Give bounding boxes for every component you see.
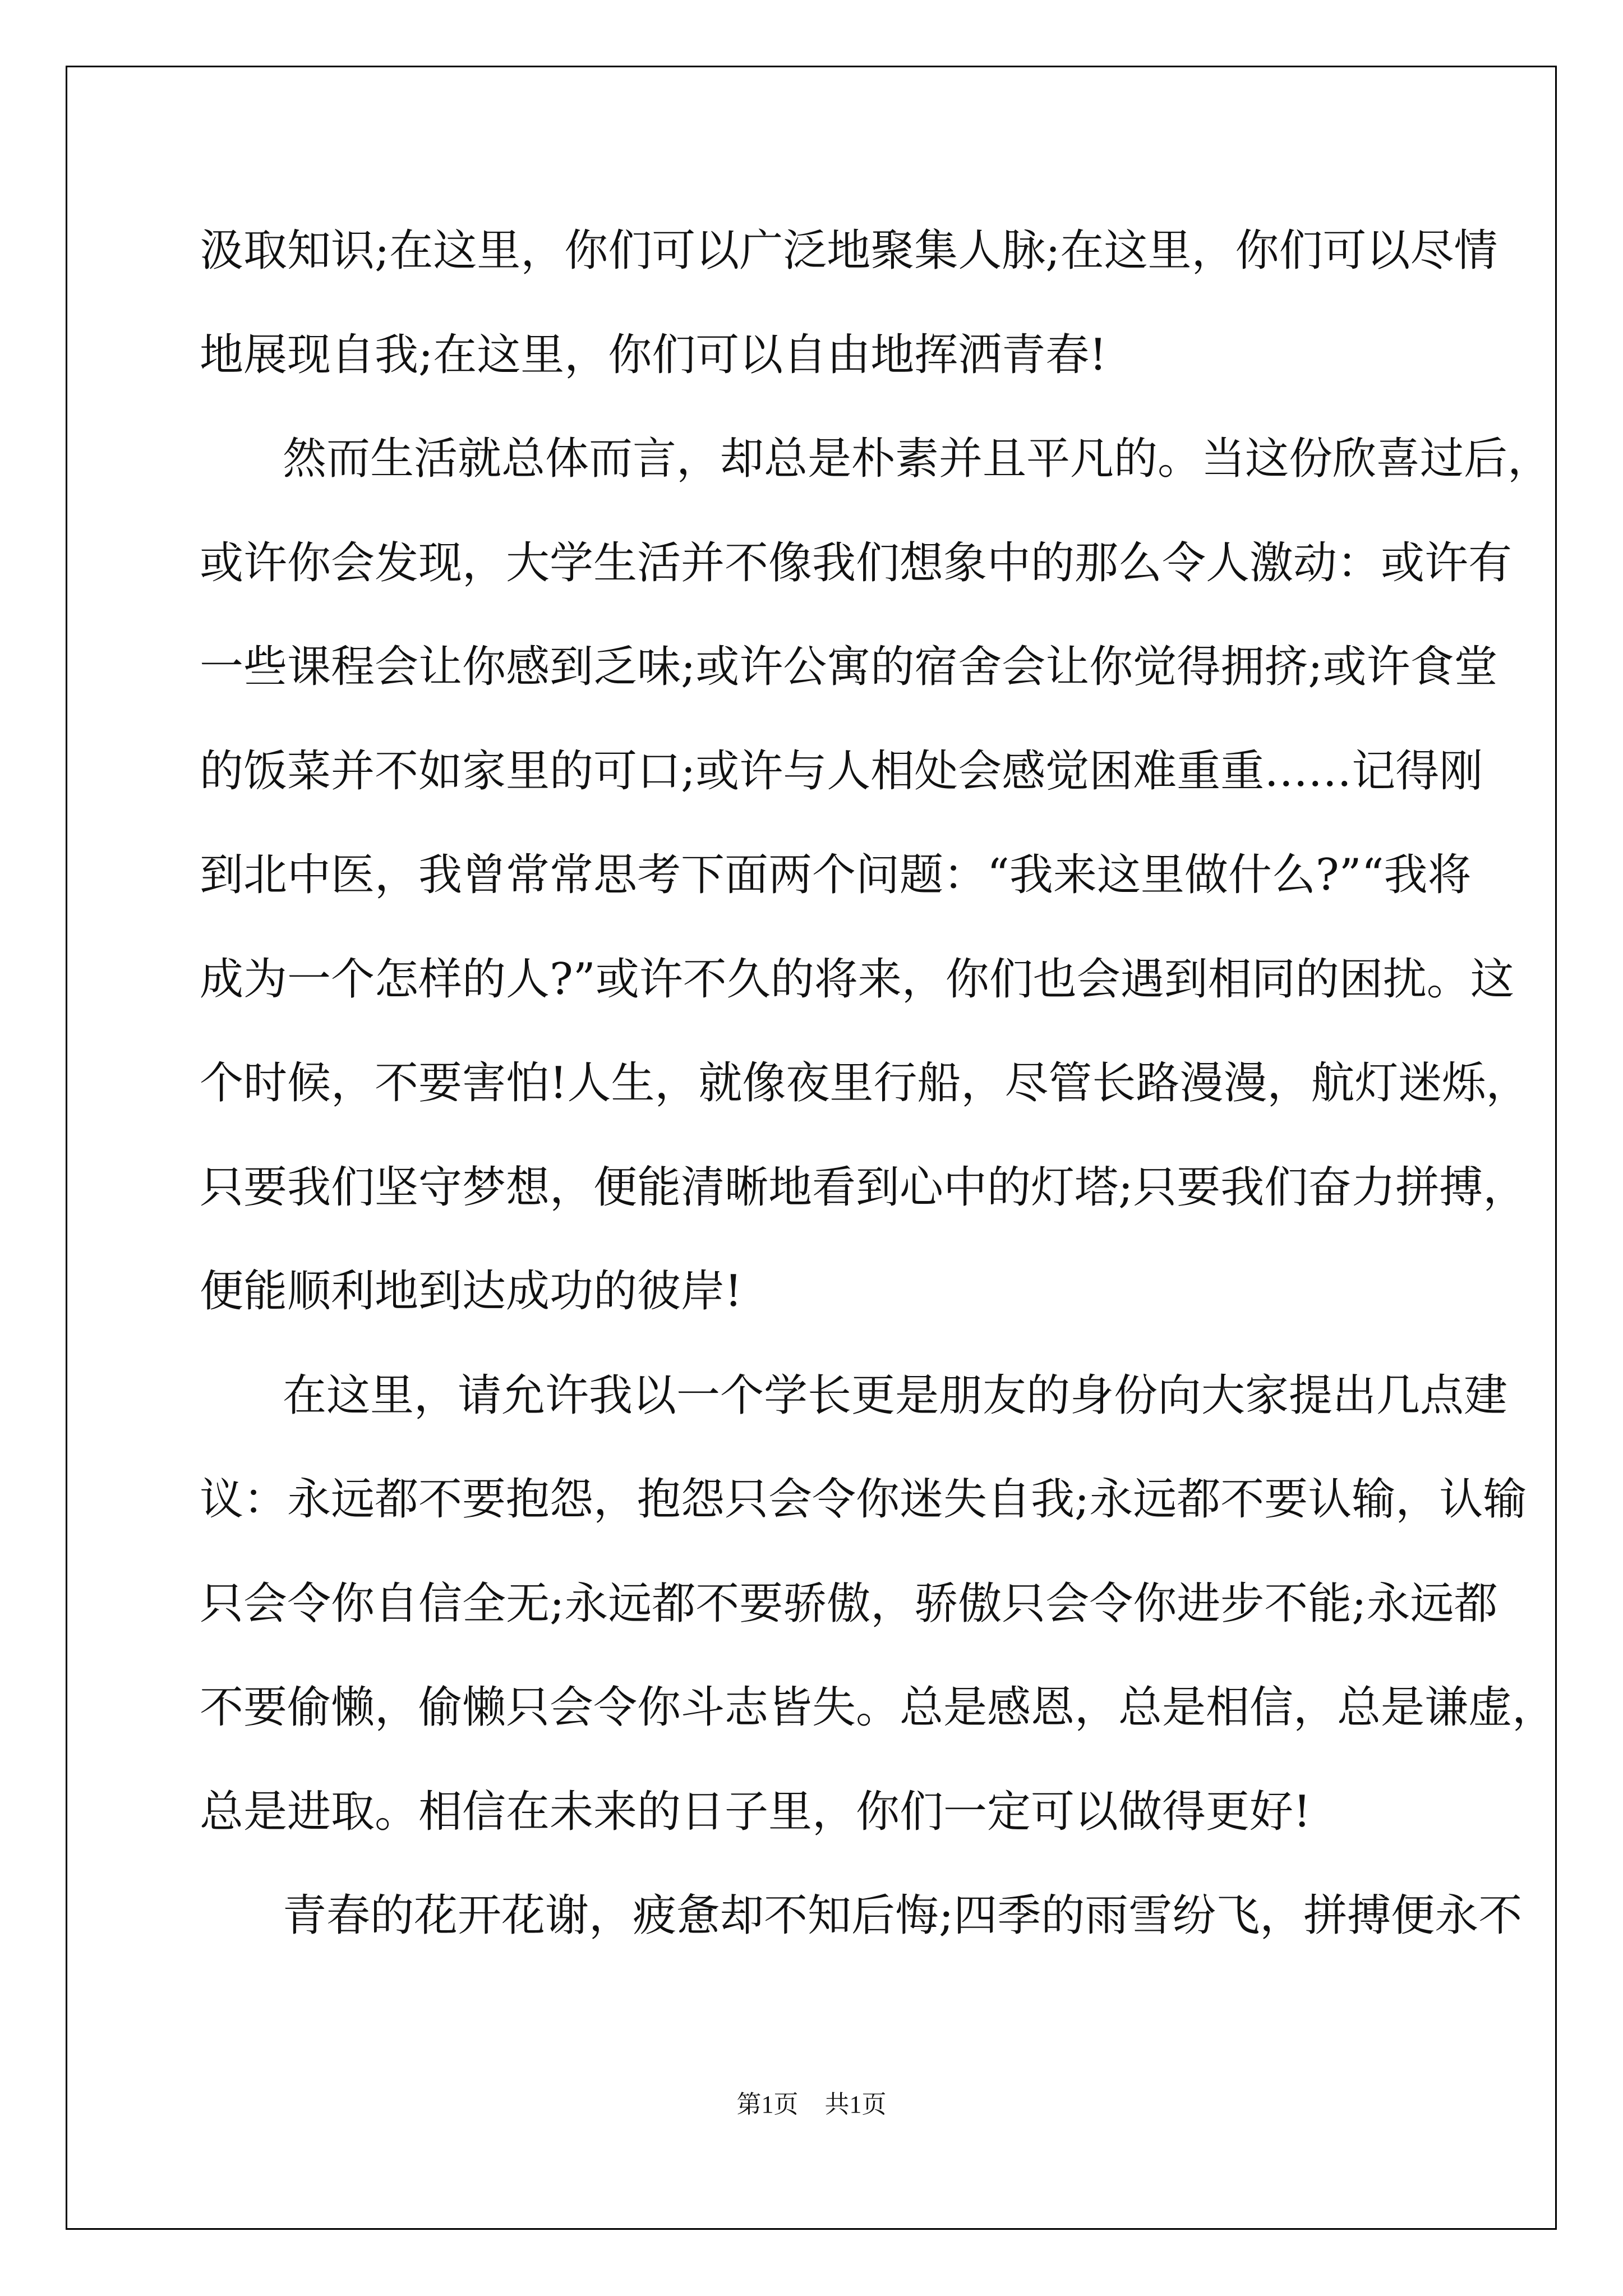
page-footer	[0, 2084, 1623, 2120]
page-total: 共1页	[824, 2091, 887, 2118]
text-line: 议：永远都不要抱怨，抱怨只会令你迷失自我;永远都不要认输，认输	[200, 1474, 1527, 1525]
text-line: 不要偷懒，偷懒只会令你斗志皆失。总是感恩，总是相信，总是谦虚，	[200, 1682, 1556, 1733]
text-line: 汲取知识;在这里，你们可以广泛地聚集人脉;在这里，你们可以尽情	[200, 226, 1498, 276]
paragraph	[200, 199, 1498, 407]
text-line: 个时候，不要害怕!人生，就像夜里行船，尽管长路漫漫，航灯迷烁，	[200, 1058, 1530, 1108]
paragraph	[200, 1864, 1523, 1968]
text-line: 或许你会发现，大学生活并不像我们想象中的那么令人激动：或许有	[200, 537, 1513, 588]
paragraph	[200, 407, 1552, 1344]
text-line: 在这里，请允许我以一个学长更是朋友的身份向大家提出几点建	[283, 1370, 1508, 1421]
paragraph	[200, 1344, 1556, 1865]
text-line: 到北中医，我曾常常思考下面两个问题：“我来这里做什么?”“我将	[200, 850, 1472, 900]
text-line: 青春的花开花谢，疲惫却不知后悔;四季的雨雪纷飞，拼搏便永不	[283, 1890, 1523, 1941]
text-line: 地展现自我;在这里，你们可以自由地挥洒青春!	[200, 329, 1107, 380]
text-line: 的饭菜并不如家里的可口;或许与人相处会感觉困难重重……记得刚	[200, 746, 1483, 797]
text-line: 然而生活就总体而言，却总是朴素并且平凡的。当这份欣喜过后，	[283, 434, 1552, 484]
text-line: 总是进取。相信在未来的日子里，你们一定可以做得更好!	[200, 1786, 1311, 1837]
text-line: 成为一个怎样的人?”或许不久的将来，你们也会遇到相同的困扰。这	[200, 954, 1514, 1005]
document-body	[200, 199, 1556, 1968]
page-number: 第1页	[736, 2091, 799, 2118]
text-line: 一些课程会让你感到乏味;或许公寓的宿舍会让你觉得拥挤;或许食堂	[200, 642, 1498, 692]
text-line: 只要我们坚守梦想，便能清晰地看到心中的灯塔;只要我们奋力拼搏，	[200, 1162, 1527, 1213]
text-line: 便能顺利地到达成功的彼岸!	[200, 1266, 743, 1317]
text-line: 只会令你自信全无;永远都不要骄傲，骄傲只会令你进步不能;永远都	[200, 1578, 1498, 1629]
